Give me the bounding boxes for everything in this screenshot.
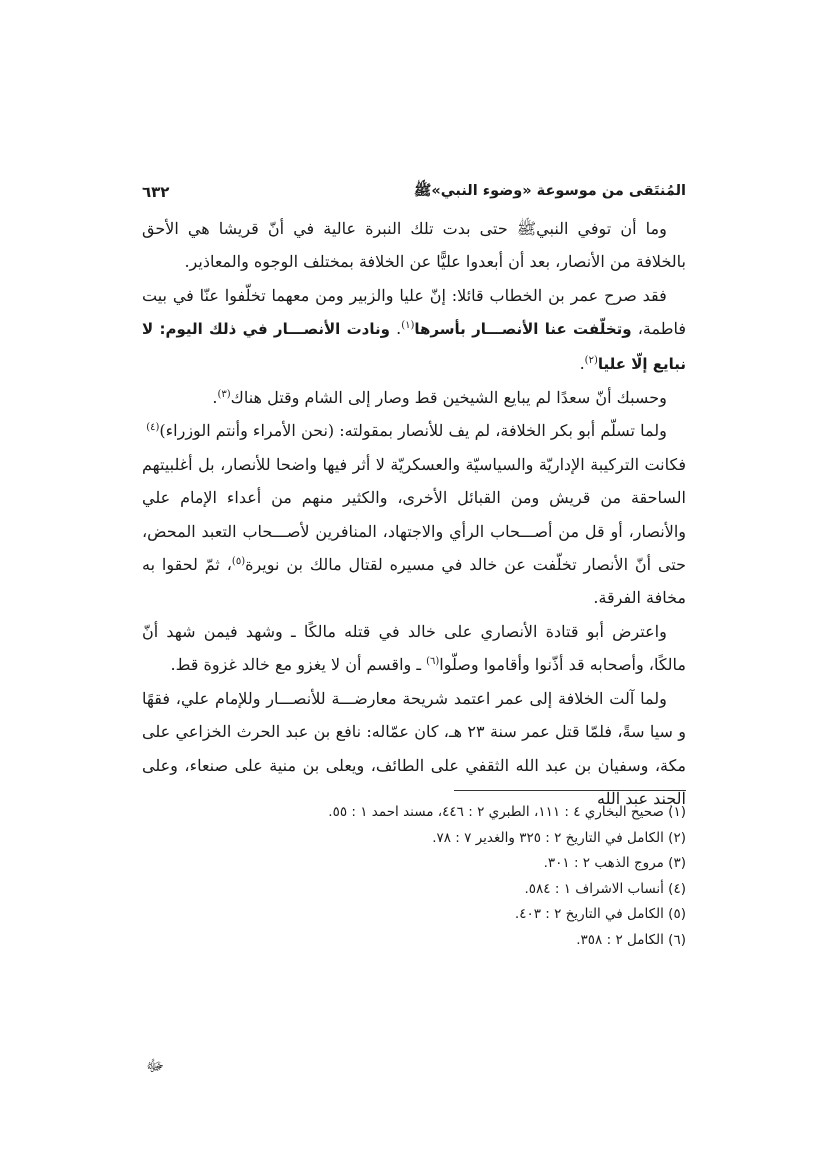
bold-phrase: وتخلّفت عنا الأنصـــار بأسرها [414, 320, 632, 339]
footnote-ref: (٥) [231, 556, 246, 568]
footnote-separator [454, 790, 686, 791]
running-header [142, 178, 686, 206]
paragraph: وما أن توفي النبيﷺ حتى بدت تلك النبرة عالية في أنّ قريشا هي الأحق بالخلافة من الأنصار، بعد أن أبعدوا عليًّا عن الخلافة بمختلف الوجوه والمعاذير. [142, 219, 686, 272]
paragraph: وحسبك أنّ سعدًا لم يبايع الشيخين قط وصار إلى الشام وقتل هناك$^{(٣)}$. [212, 388, 667, 408]
ornament-glyph: ﷻ [146, 1056, 165, 1075]
page-number: ٦٣٢ [142, 183, 170, 201]
footnote: (٦) الكامل ٢ : ٣٥٨. [576, 931, 686, 948]
main-text [142, 212, 686, 815]
footnote: (٢) الكامل في التاريخ ٢ : ٣٢٥ والغدير ٧ : ٧٨. [432, 829, 686, 846]
footnote: (٣) مروج الذهب ٢ : ٣٠١. [543, 855, 686, 872]
footnote: (١) صحيح البخاري ٤ : ١١١، الطبري ٢ : ٤٤٦، مسند احمد ١ : ٥٥. [328, 804, 686, 820]
bold-phrase: ونادت الأنصـــار في ذلك اليوم: لا نبايع إلّا عليا [142, 320, 686, 373]
paragraph: فقد صرح عمر بن الخطاب قائلا: إنّ عليا والزبير ومن معهما تخلّفوا عنّا في بيت فاطمة، وتخلّفت عنا الأنصـــار بأسرها$^{(١)}$. ونادت الأنصـــار في ذلك اليوم: لا نبايع إلّا عليا$^{(٢)}$. [142, 285, 686, 373]
paragraph: فكانت التركيبة الإداريّة والسياسيّة والعسكريّة لا أثر فيها واضحا للأنصار، بل أغلبيتهم الساحقة من قريش ومن القبائل الأخرى، والكثير منهم من أعداء الإمام علي والأنصار، أو قل من أصـــحاب الرأي والاجتهاد، المنافرين لأصـــحاب التعبد المحض، حتى أنّ الأنصار تخلّفت عن خالد في مسيره لقتال مالك بن نويرة$^{(٥)}$، ثمّ لحقوا به مخافة الفرقة. [142, 454, 687, 608]
footnote-ref: (٤) [146, 422, 160, 434]
footnote-ref: (١) [401, 320, 415, 332]
footnote-ref: (٦) [426, 656, 440, 668]
paragraph: ولما آلت الخلافة إلى عمر اعتمد شريحة معارضـــة للأنصـــار وللإمام علي، فقهًا و سيا سةً، فلمّا قتل عمر سنة ٢٣ هـ، كان عمّاله: نافع بن عبد الحرث الخزاعي على مكة، وسفيان بن عبد الله الثقفي على الطائف، ويعلى بن منية على صنعاء، وعلى الجند عبد الله [142, 688, 686, 808]
footnotes [142, 800, 686, 954]
footnote-ref: (٣) [217, 389, 231, 401]
header-title: المُنتَقى من موسوعة «وضوء النبي»ﷺ [413, 182, 686, 199]
paragraph: واعترض أبو قتادة الأنصاري على خالد في قتله مالكًا ـ وشهد فيمن شهد أنّ مالكًا، وأصحابه قد أذّنوا وأقاموا وصلّوا$^{(٦)}$ ـ واقسم أن لا يغزو مع خالد غزوة قط. [142, 621, 686, 675]
paragraph: ولما تسلّم أبو بكر الخلافة، لم يف للأنصار بمقولته: (نحن الأمراء وأنتم الوزراء)$^{(٤)}$ [146, 421, 667, 441]
footnote: (٥) الكامل في التاريخ ٢ : ٤٠٣. [514, 906, 686, 923]
footnote-ref: (٢) [584, 354, 598, 366]
footnote: (٤) أنساب الاشراف ١ : ٥٨٤. [524, 880, 686, 897]
book-page [142, 178, 687, 1075]
